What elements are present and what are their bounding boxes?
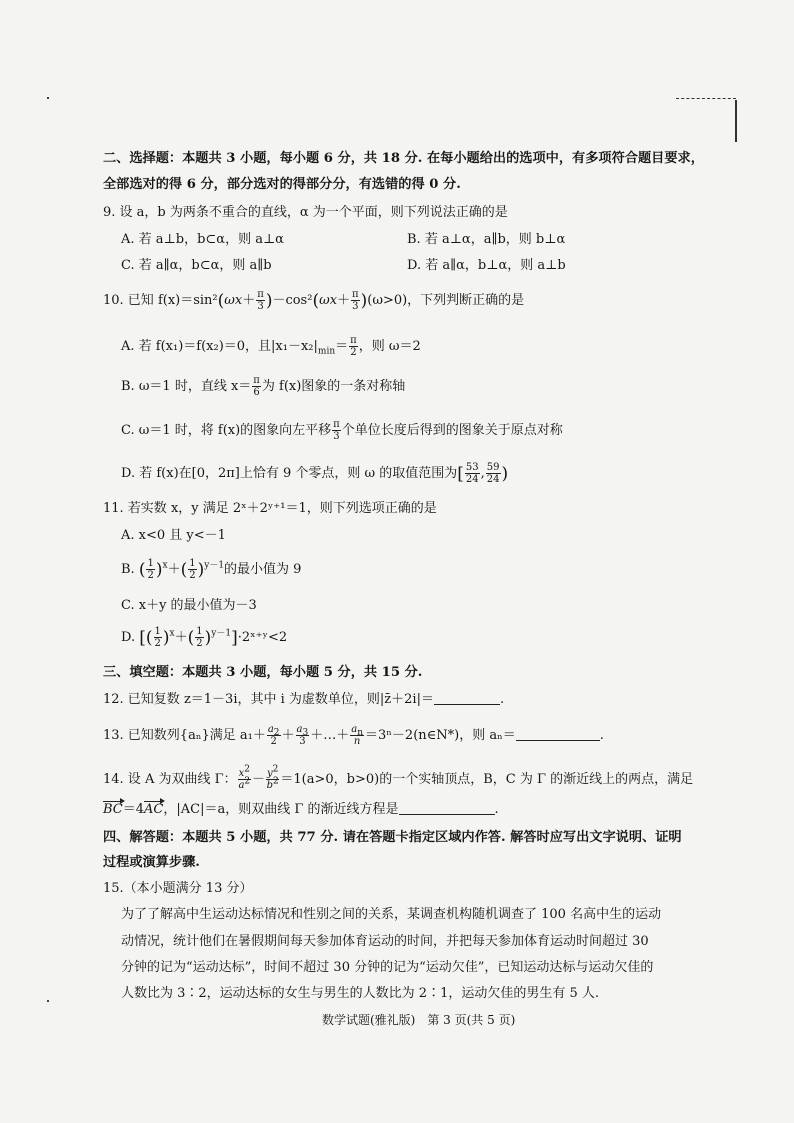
scan-edge-mark	[676, 98, 736, 99]
section-3-title: 三、填空题：本题共 3 小题，每小题 5 分，共 15 分.	[103, 665, 423, 680]
question-10-stem: 10. 已知 f(x)＝sin²(ωx＋ $\frac{\pi}{3}$ )－cos²(ωx＋ $\frac{\pi}{3}$ )(ω>0)，下列判断正确的是	[103, 289, 525, 312]
q10-option-c: C. ω＝1 时，将 f(x)的图象向左平移 $\frac{\pi}{3}$ 个单位长度后得到的图象关于原点对称	[121, 419, 563, 442]
question-14-line-2: BC＝4AC，|AC|＝a，则双曲线 Γ 的渐近线方程是 .	[103, 802, 499, 817]
question-11-stem: 11. 若实数 x，y 满足 2ˣ＋2ʸ⁺¹＝1，则下列选项正确的是	[103, 501, 437, 516]
question-14-line-1: 14. 设 A 为双曲线 Γ： $\frac{x^2}{a^2}$ － $\frac{y^2}{b^2}$ ＝1(a>0，b>0)的一个实轴顶点，B，C 为 Γ 的渐近线上的两点，满足	[103, 764, 694, 791]
q11-option-a: A. x<0 且 y<－1	[121, 528, 226, 543]
question-15-paragraph: 分钟的记为“运动达标”，时间不超过 30 分钟的记为“运动欠佳”，已知运动达标与运动欠佳的	[121, 960, 654, 975]
q11-option-b: B. ( $\frac{1}{2}$ )$^x$＋( $\frac{1}{2}$ )$^{y-1}$的最小值为 9	[121, 558, 302, 581]
section-2-title: 二、选择题：本题共 3 小题，每小题 6 分，共 18 分. 在每小题给出的选项中，有多项符合题目要求，	[103, 151, 704, 166]
q10-option-b: B. ω＝1 时，直线 x＝ $\frac{\pi}{6}$ 为 f(x)图象的一条对称轴	[121, 375, 406, 398]
question-15-header: 15.（本小题满分 13 分）	[103, 881, 253, 896]
question-9-stem: 9. 设 a，b 为两条不重合的直线，α 为一个平面，则下列说法正确的是	[103, 205, 508, 220]
q11-option-d: D. [( $\frac{1}{2}$ )$^x$＋( $\frac{1}{2}$ )$^{y-1}$]·2ˣ⁺ʸ<2	[121, 626, 288, 649]
scan-speck	[47, 1000, 49, 1002]
question-15-paragraph: 动情况，统计他们在暑假期间每天参加体育运动的时间，并把每天参加体育运动时间超过 30	[121, 934, 649, 949]
section-2-title-cont: 全部选对的得 6 分，部分选对的得部分分，有选错的得 0 分.	[103, 177, 461, 192]
question-15-paragraph: 为了了解高中生运动达标情况和性别之间的关系，某调查机构随机调查了 100 名高中生的运动	[121, 907, 662, 922]
section-4-title: 四、解答题：本题共 5 小题，共 77 分. 请在答题卡指定区域内作答. 解答时应写出文字说明、证明	[103, 830, 682, 845]
section-4-title-cont: 过程或演算步骤.	[103, 855, 200, 870]
q9-option-a: A. 若 a⊥b，b⊂α，则 a⊥α	[121, 232, 284, 247]
q9-option-d: D. 若 a∥α，b⊥α，则 a⊥b	[407, 258, 566, 273]
q9-option-b: B. 若 a⊥α，a∥b，则 b⊥α	[407, 232, 566, 247]
question-13: 13. 已知数列{aₙ}满足 a₁＋ $\frac{a_2}{2}$ ＋ $\frac{a_3}{3}$ ＋…＋ $\frac{a_n}{n}$ ＝3ⁿ－2(n∈N*)，则 aₙ＝ .	[103, 724, 604, 747]
scan-speck	[47, 97, 49, 99]
q9-option-c: C. 若 a∥α，b⊂α，则 a∥b	[121, 258, 272, 273]
page-footer: 数学试题(雅礼版) 第 3 页(共 5 页)	[322, 1013, 516, 1027]
scan-edge-mark	[735, 100, 737, 142]
q10-option-a: A. 若 f(x₁)＝f(x₂)＝0，且$|x_1-x_2|_{min}=$ $\frac{\pi}{2}$ ，则 ω＝2	[121, 335, 421, 358]
q10-option-d: D. 若 f(x)在[0，2π]上恰有 9 个零点，则 ω 的取值范围为[ $\frac{53}{24}$ , $\frac{59}{24}$ )	[121, 462, 509, 485]
q11-option-c: C. x＋y 的最小值为－3	[121, 598, 257, 613]
question-15-paragraph: 人数比为 3∶2，运动达标的女生与男生的人数比为 2∶1，运动欠佳的男生有 5 人.	[121, 986, 600, 1001]
question-12: 12. 已知复数 z＝1－3i，其中 i 为虚数单位，则|z̄＋2i|＝ .	[103, 692, 505, 707]
